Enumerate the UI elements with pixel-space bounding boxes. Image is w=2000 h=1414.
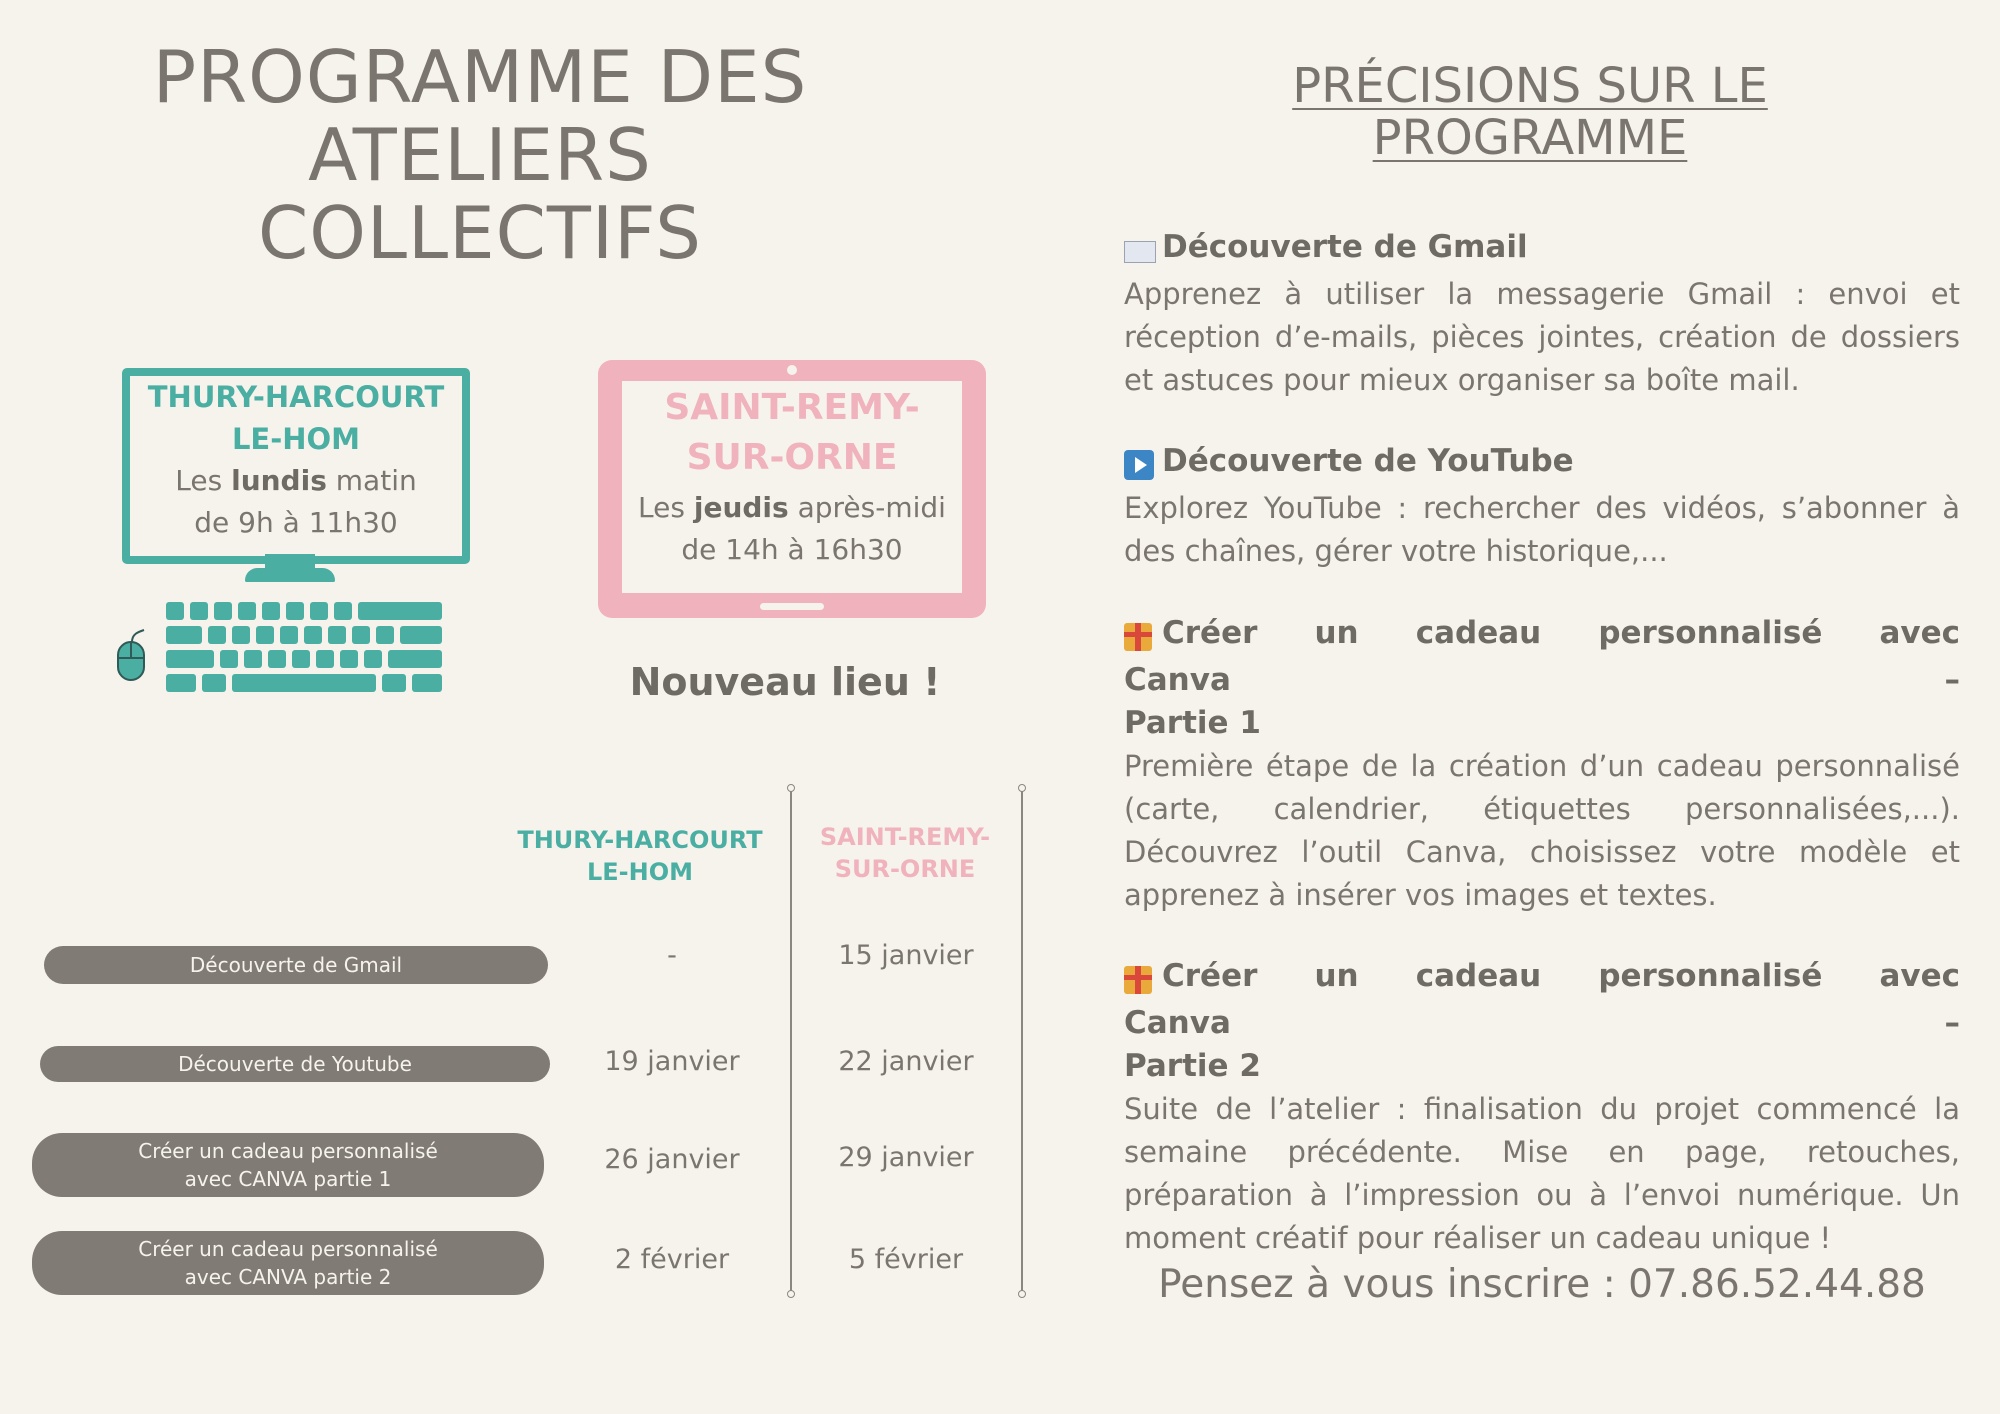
tablet-home-button bbox=[760, 603, 824, 610]
days-bold: lundis bbox=[231, 464, 327, 497]
envelope-icon bbox=[1124, 230, 1156, 273]
row-label-line: Découverte de Gmail bbox=[189, 953, 403, 977]
title-line: COLLECTIFS bbox=[257, 191, 702, 275]
table-cell-saint-remy: 15 janvier bbox=[838, 940, 974, 971]
section-title-text: Créer un cadeau personnalisé avec Canva – bbox=[1124, 958, 1960, 1041]
page-title bbox=[80, 35, 880, 275]
header-line: LE-HOM bbox=[586, 858, 694, 886]
signup-phone: Pensez à vous inscrire : 07.86.52.44.88 bbox=[1158, 1262, 1926, 1307]
table-row-label bbox=[44, 946, 548, 984]
gift-icon bbox=[1124, 616, 1156, 659]
table-row-label bbox=[32, 1133, 544, 1197]
section-title bbox=[1124, 226, 1960, 273]
tablet-camera bbox=[787, 365, 797, 375]
table-header-saint-remy bbox=[800, 821, 1010, 885]
table-cell-saint-remy: 29 janvier bbox=[838, 1142, 974, 1173]
row-label-line: Découverte de Youtube bbox=[178, 1052, 412, 1076]
table-divider bbox=[1021, 790, 1023, 1292]
details-section-gmail bbox=[1124, 226, 1960, 402]
days-suffix: matin bbox=[326, 464, 417, 497]
section-title-text: Découverte de Gmail bbox=[1162, 229, 1528, 265]
details-section-canva-1 bbox=[1124, 612, 1960, 917]
section-title bbox=[1124, 955, 1960, 1045]
section-body: Apprenez à utiliser la messagerie Gmail : envoi et réception d’e-mails, pièces jointes, création de dossiers et astuces pour mieux organiser sa boîte mail. bbox=[1124, 277, 1960, 397]
days-bold: jeudis bbox=[693, 491, 789, 524]
section-title bbox=[1124, 440, 1960, 487]
title-line: PROGRAMME DES bbox=[152, 35, 808, 119]
header-line: SUR-ORNE bbox=[834, 855, 976, 883]
title-line: ATELIERS bbox=[308, 113, 652, 197]
table-cell-thury: - bbox=[667, 940, 677, 971]
details-title-line: PRÉCISIONS SUR LE bbox=[1292, 58, 1768, 114]
monitor-base bbox=[245, 568, 335, 582]
details-title-line: PROGRAMME bbox=[1372, 110, 1688, 166]
row-label-line: Créer un cadeau personnalisé bbox=[138, 1237, 438, 1261]
saint-remy-name-line1: SAINT-REMY- bbox=[664, 387, 920, 428]
row-label-line: Créer un cadeau personnalisé bbox=[138, 1139, 438, 1163]
table-divider bbox=[790, 790, 792, 1292]
section-title-text: Créer un cadeau personnalisé avec Canva – bbox=[1124, 615, 1960, 698]
monitor-illustration bbox=[122, 368, 470, 564]
details-section-youtube bbox=[1124, 440, 1960, 573]
table-cell-thury: 2 février bbox=[614, 1244, 730, 1275]
section-body: Première étape de la création d’un cadeau personnalisé (carte, calendrier, étiquettes personnalisées,...). Découvrez l’outil Canva, choisissez votre modèle et apprenez à insérer vos images et textes. bbox=[1124, 749, 1960, 912]
days-suffix: après-midi bbox=[788, 491, 946, 524]
thury-name-line2: LE-HOM bbox=[231, 422, 361, 456]
table-cell-saint-remy: 22 janvier bbox=[838, 1046, 974, 1077]
table-cell-saint-remy: 5 février bbox=[848, 1244, 964, 1275]
section-title bbox=[1124, 612, 1960, 702]
section-body: Suite de l’atelier : finalisation du projet commencé la semaine précédente. Mise en page, retouches, préparation à l’impression ou à l’envoi numérique. Un moment créatif pour réaliser un cadeau unique ! bbox=[1124, 1092, 1960, 1255]
header-line: THURY-HARCOURT bbox=[517, 826, 763, 854]
table-row-label bbox=[32, 1231, 544, 1295]
saint-remy-days bbox=[622, 487, 962, 529]
new-place-label: Nouveau lieu ! bbox=[629, 660, 941, 704]
section-title-line2: Partie 1 bbox=[1124, 705, 1261, 741]
thury-name-line1: THURY-HARCOURT bbox=[147, 380, 445, 414]
tablet-screen bbox=[622, 381, 962, 593]
saint-remy-name-line2: SUR-ORNE bbox=[686, 437, 898, 478]
play-button-icon bbox=[1124, 444, 1156, 487]
days-prefix: Les bbox=[175, 464, 232, 497]
table-cell-thury: 19 janvier bbox=[604, 1046, 740, 1077]
row-label-line: avec CANVA partie 1 bbox=[184, 1167, 392, 1191]
table-cell-thury: 26 janvier bbox=[604, 1144, 740, 1175]
details-title bbox=[1230, 60, 1830, 164]
section-body: Explorez YouTube : rechercher des vidéos, s’abonner à des chaînes, gérer votre historique,... bbox=[1124, 491, 1960, 568]
thury-days bbox=[130, 460, 462, 502]
row-label-line: avec CANVA partie 2 bbox=[184, 1265, 392, 1289]
thury-hours: de 9h à 11h30 bbox=[194, 506, 398, 539]
mouse-icon bbox=[112, 626, 152, 682]
gift-icon bbox=[1124, 959, 1156, 1002]
saint-remy-hours: de 14h à 16h30 bbox=[681, 533, 903, 566]
details-section-canva-2 bbox=[1124, 955, 1960, 1260]
table-header-thury bbox=[500, 824, 780, 888]
section-title-text: Découverte de YouTube bbox=[1162, 443, 1574, 479]
section-title-line2: Partie 2 bbox=[1124, 1048, 1261, 1084]
days-prefix: Les bbox=[638, 491, 694, 524]
keyboard-icon bbox=[166, 602, 442, 694]
table-row-label bbox=[40, 1046, 550, 1082]
header-line: SAINT-REMY- bbox=[819, 823, 991, 851]
